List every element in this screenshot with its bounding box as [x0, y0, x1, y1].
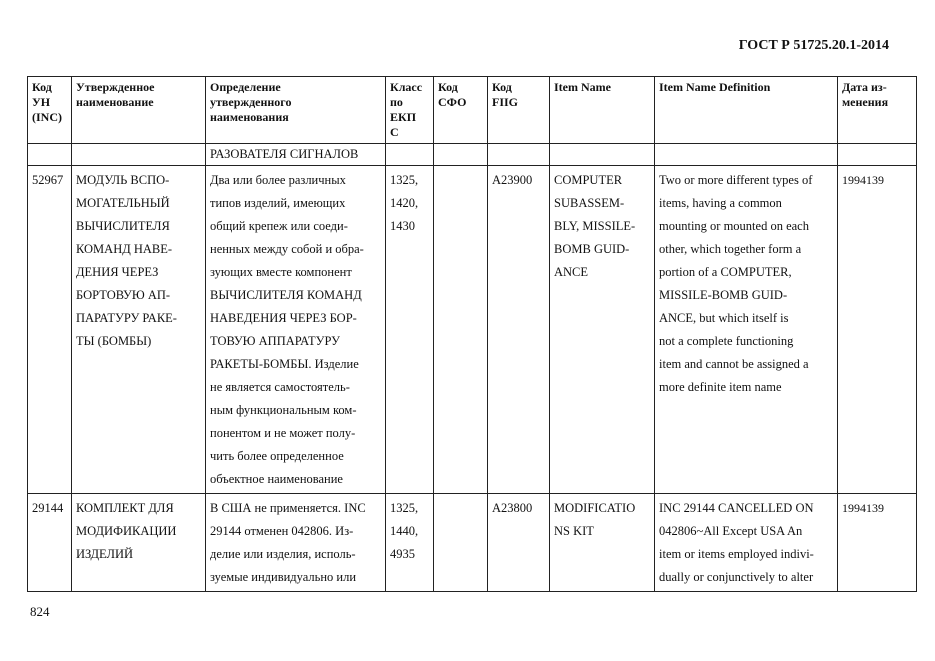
header-line: Дата из-	[842, 80, 887, 94]
cell-item-name	[550, 144, 655, 166]
cell-line: ANCE, but which itself is	[659, 311, 789, 325]
cell-line: ИЗДЕЛИЙ	[76, 547, 134, 561]
cell-line: типов изделий, имеющих	[210, 196, 346, 210]
cell-line: ТОВУЮ АППАРАТУРУ	[210, 334, 341, 348]
cell-date: 1994139	[838, 494, 917, 592]
cell-line: объектное наименование	[210, 472, 343, 486]
cell-line: item and cannot be assigned a	[659, 357, 809, 371]
header-line: Код	[492, 80, 512, 94]
continuation-row	[28, 144, 917, 166]
cell-fiig	[488, 144, 550, 166]
cell-class	[386, 494, 434, 592]
cell-date: 1994139	[838, 166, 917, 494]
cell-item-definition	[655, 144, 838, 166]
cell-line: общий крепеж или соеди-	[210, 219, 348, 233]
header-line: Item Name Definition	[659, 80, 771, 94]
cell-line: зуемые индивидуально или	[210, 570, 357, 584]
cell-line: ВЫЧИСЛИТЕЛЯ КОМАНД	[210, 288, 362, 302]
cell-line: РАКЕТЫ-БОМБЫ. Изделие	[210, 357, 359, 371]
cell-line: чить более определенное	[210, 449, 344, 463]
cell-line: BLY, MISSILE-	[554, 219, 636, 233]
header-line: С	[390, 125, 399, 139]
cell-line: 1325,	[390, 173, 419, 187]
cell-line: 4935	[390, 547, 415, 561]
cell-date	[838, 144, 917, 166]
cell-line: МОДИФИКАЦИИ	[76, 524, 177, 538]
cell-fiig: A23800	[488, 494, 550, 592]
cell-line: SUBASSEM-	[554, 196, 625, 210]
header-line: по	[390, 95, 403, 109]
cell-line: mounting or mounted on each	[659, 219, 809, 233]
cell-line: Два или более различных	[210, 173, 346, 187]
header-sfo	[434, 77, 488, 144]
cell-line: БОРТОВУЮ АП-	[76, 288, 171, 302]
cell-inc: 29144	[28, 494, 72, 592]
cell-line: 29144 отменен 042806. Из-	[210, 524, 354, 538]
nomenclature-table	[27, 76, 917, 592]
cell-item-definition	[655, 166, 838, 494]
cell-item-name	[550, 166, 655, 494]
header-line: наименования	[210, 110, 289, 124]
cell-definition	[206, 166, 386, 494]
cell-line: NS KIT	[554, 524, 594, 538]
cell-line: понентом и не может полу-	[210, 426, 356, 440]
cell-line: MISSILE-BOMB GUID-	[659, 288, 788, 302]
header-line: менения	[842, 95, 889, 109]
cell-line: В США не применяется. INC	[210, 501, 366, 515]
header-line: ЕКП	[390, 110, 417, 124]
cell-line: не является самостоятель-	[210, 380, 350, 394]
cell-line: not a complete functioning	[659, 334, 794, 348]
cell-line: ДЕНИЯ ЧЕРЕЗ	[76, 265, 159, 279]
cell-inc	[28, 144, 72, 166]
cell-line: МОГАТЕЛЬНЫЙ	[76, 196, 170, 210]
header-date	[838, 77, 917, 144]
table-row	[28, 494, 917, 592]
cell-line: МОДУЛЬ ВСПО-	[76, 173, 170, 187]
cell-line: INC 29144 CANCELLED ON	[659, 501, 814, 515]
table-header-row	[28, 77, 917, 144]
cell-line: Two or more different types of	[659, 173, 813, 187]
cell-line: dually or conjunctively to alter	[659, 570, 814, 584]
header-item-name	[550, 77, 655, 144]
cell-item-definition	[655, 494, 838, 592]
cell-line: portion of a COMPUTER,	[659, 265, 792, 279]
page-number: 824	[30, 604, 50, 619]
cell-line: 1420,	[390, 196, 419, 210]
cell-item-name	[550, 494, 655, 592]
header-line: Код	[438, 80, 458, 94]
cell-class	[386, 144, 434, 166]
cell-sfo	[434, 144, 488, 166]
cell-name	[72, 144, 206, 166]
cell-line: ВЫЧИСЛИТЕЛЯ	[76, 219, 170, 233]
cell-line: BOMB GUID-	[554, 242, 630, 256]
cell-fiig: A23900	[488, 166, 550, 494]
cell-line: more definite item name	[659, 380, 782, 394]
table-row	[28, 166, 917, 494]
cell-inc: 52967	[28, 166, 72, 494]
header-line: Утвержденное	[76, 80, 155, 94]
cell-line: НАВЕДЕНИЯ ЧЕРЕЗ БОР-	[210, 311, 357, 325]
cell-line: 1325,	[390, 501, 419, 515]
cell-sfo	[434, 494, 488, 592]
cell-line: зующих вместе компонент	[210, 265, 352, 279]
header-class	[386, 77, 434, 144]
cell-definition	[206, 494, 386, 592]
cell-line: items, having a common	[659, 196, 782, 210]
header-line: FIIG	[492, 95, 519, 109]
header-line: наименование	[76, 95, 154, 109]
header-line: утвержденного	[210, 95, 292, 109]
cell-line: КОМАНД НАВЕ-	[76, 242, 173, 256]
cell-line: делие или изделия, исполь-	[210, 547, 356, 561]
header-line: Определение	[210, 80, 281, 94]
cell-sfo	[434, 166, 488, 494]
cell-line: 042806~All Except USA An	[659, 524, 803, 538]
cell-line: 1430	[390, 219, 415, 233]
cell-line: ANCE	[554, 265, 589, 279]
header-line: (INC)	[32, 110, 62, 124]
header-line: Item Name	[554, 80, 611, 94]
header-item-definition	[655, 77, 838, 144]
header-line: Код	[32, 80, 52, 94]
header-line: СФО	[438, 95, 467, 109]
header-inc	[28, 77, 72, 144]
cell-name	[72, 494, 206, 592]
cell-line: MODIFICATIO	[554, 501, 636, 515]
header-line: Класс	[390, 80, 423, 94]
cell-definition: РАЗОВАТЕЛЯ СИГНАЛОВ	[206, 144, 386, 166]
cell-line: 1440,	[390, 524, 419, 538]
cell-class	[386, 166, 434, 494]
cell-line: COMPUTER	[554, 173, 623, 187]
header-name	[72, 77, 206, 144]
cell-line: ненных между собой и обра-	[210, 242, 364, 256]
cell-name	[72, 166, 206, 494]
header-definition	[206, 77, 386, 144]
cell-line: ным функциональным ком-	[210, 403, 357, 417]
cell-line: ПАРАТУРУ РАКЕ-	[76, 311, 177, 325]
cell-line: item or items employed indivi-	[659, 547, 814, 561]
header-fiig	[488, 77, 550, 144]
header-line: УН	[32, 95, 51, 109]
cell-line: КОМПЛЕКТ ДЛЯ	[76, 501, 174, 515]
cell-line: other, which together form a	[659, 242, 802, 256]
cell-line: ТЫ (БОМБЫ)	[76, 334, 152, 348]
document-title: ГОСТ Р 51725.20.1-2014	[738, 38, 889, 53]
